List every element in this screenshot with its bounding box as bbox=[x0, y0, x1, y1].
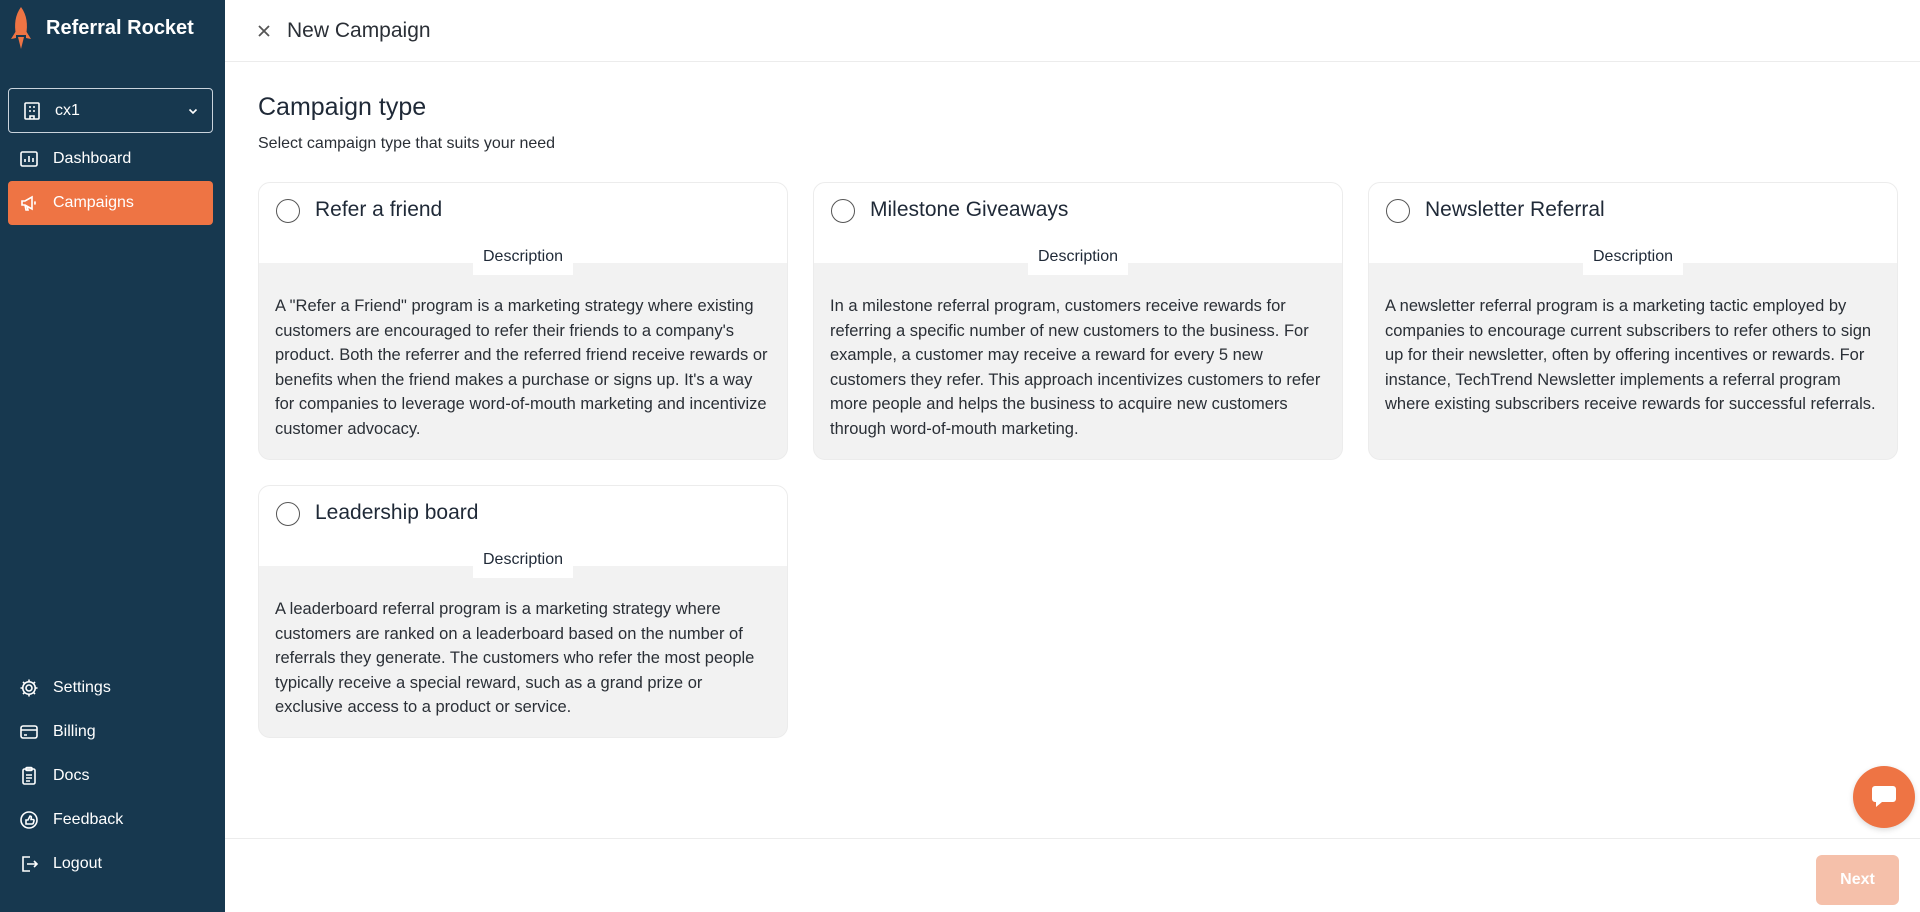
footer-bar bbox=[225, 838, 1920, 912]
card-header bbox=[259, 183, 787, 263]
campaign-card-milestone-giveaways[interactable] bbox=[813, 182, 1343, 460]
top-bar bbox=[225, 0, 1920, 62]
credit-card-icon bbox=[18, 721, 40, 743]
feedback-icon bbox=[18, 809, 40, 831]
rocket-icon bbox=[8, 4, 34, 52]
card-title: Milestone Giveaways bbox=[870, 198, 1069, 221]
close-icon[interactable] bbox=[255, 22, 273, 40]
card-description: A "Refer a Friend" program is a marketing strategy where existing customers are encouraged to refer their friends to a company's product. Both the referrer and the referred friend receive rewards or benefits when the friend makes a purchase or signs up. It's a way for companies to leverage word-of-mouth marketing and incentivize customer advocacy. bbox=[275, 297, 768, 438]
campaign-card-newsletter-referral[interactable] bbox=[1368, 182, 1898, 460]
page-title: New Campaign bbox=[287, 18, 431, 42]
card-header bbox=[814, 183, 1342, 263]
building-icon bbox=[21, 100, 43, 122]
description-tab[interactable]: Description bbox=[473, 542, 573, 578]
next-button[interactable]: Next bbox=[1816, 855, 1899, 905]
card-header bbox=[1369, 183, 1897, 263]
clipboard-icon bbox=[18, 765, 40, 787]
campaign-card-refer-a-friend[interactable] bbox=[258, 182, 788, 460]
sidebar-item-label: Logout bbox=[53, 855, 102, 872]
description-tab[interactable]: Description bbox=[1028, 239, 1128, 275]
card-description: A leaderboard referral program is a marketing strategy where customers are ranked on a leaderboard based on the number of referrals they generate. The customers who refer the most people typically receive a special reward, such as a grand prize or exclusive access to a product or service. bbox=[275, 600, 755, 717]
campaign-type-radio[interactable] bbox=[276, 199, 300, 223]
logout-icon bbox=[18, 853, 40, 875]
dashboard-icon bbox=[18, 148, 40, 170]
brand[interactable] bbox=[8, 4, 194, 52]
sidebar-item-billing[interactable] bbox=[8, 710, 213, 754]
description-tab[interactable]: Description bbox=[473, 239, 573, 275]
campaign-type-radio[interactable] bbox=[1386, 199, 1410, 223]
sidebar-item-label: Feedback bbox=[53, 811, 124, 828]
sidebar-item-label: Campaigns bbox=[53, 194, 134, 211]
sidebar-item-settings[interactable] bbox=[8, 666, 213, 710]
megaphone-icon bbox=[18, 192, 40, 214]
section-title: Campaign type bbox=[258, 93, 427, 121]
section-subtitle: Select campaign type that suits your need bbox=[258, 135, 556, 152]
card-description: In a milestone referral program, customers receive rewards for referring a specific number of new customers to the business. For example, a customer may receive a reward for every 5 new customers they refer. This approach incentivizes customers to refer more people and helps the business to acquire new customers through word-of-mouth marketing. bbox=[830, 297, 1321, 438]
sidebar bbox=[0, 0, 225, 912]
card-title: Leadership board bbox=[315, 501, 479, 524]
card-description: A newsletter referral program is a marketing tactic employed by companies to encourage current subscribers to refer others to sign up for their newsletter, often by offering incentives or rewards. For instance, TechTrend Newsletter implements a referral program where existing subscribers receive rewards for successful referrals. bbox=[1385, 297, 1876, 414]
sidebar-item-campaigns[interactable] bbox=[8, 181, 213, 225]
sidebar-item-feedback[interactable] bbox=[8, 798, 213, 842]
card-title: Refer a friend bbox=[315, 198, 443, 221]
main-content bbox=[225, 0, 1920, 912]
campaign-card-leadership-board[interactable] bbox=[258, 485, 788, 738]
sidebar-item-label: Settings bbox=[53, 679, 111, 696]
sidebar-item-logout[interactable] bbox=[8, 842, 213, 886]
description-tab[interactable]: Description bbox=[1583, 239, 1683, 275]
sidebar-item-dashboard[interactable] bbox=[8, 137, 213, 181]
sidebar-item-label: Dashboard bbox=[53, 150, 132, 167]
sidebar-item-label: Docs bbox=[53, 767, 90, 784]
gear-icon bbox=[18, 677, 40, 699]
chevron-down-icon bbox=[186, 104, 200, 118]
organization-select[interactable] bbox=[8, 88, 213, 133]
sidebar-item-docs[interactable] bbox=[8, 754, 213, 798]
chat-widget-button[interactable] bbox=[1853, 766, 1915, 828]
sidebar-item-label: Billing bbox=[53, 723, 96, 740]
chat-icon bbox=[1869, 780, 1899, 815]
organization-name: cx1 bbox=[55, 101, 80, 119]
card-header bbox=[259, 486, 787, 566]
brand-name: Referral Rocket bbox=[46, 16, 194, 39]
campaign-type-radio[interactable] bbox=[831, 199, 855, 223]
campaign-type-radio[interactable] bbox=[276, 502, 300, 526]
card-title: Newsletter Referral bbox=[1425, 198, 1605, 221]
